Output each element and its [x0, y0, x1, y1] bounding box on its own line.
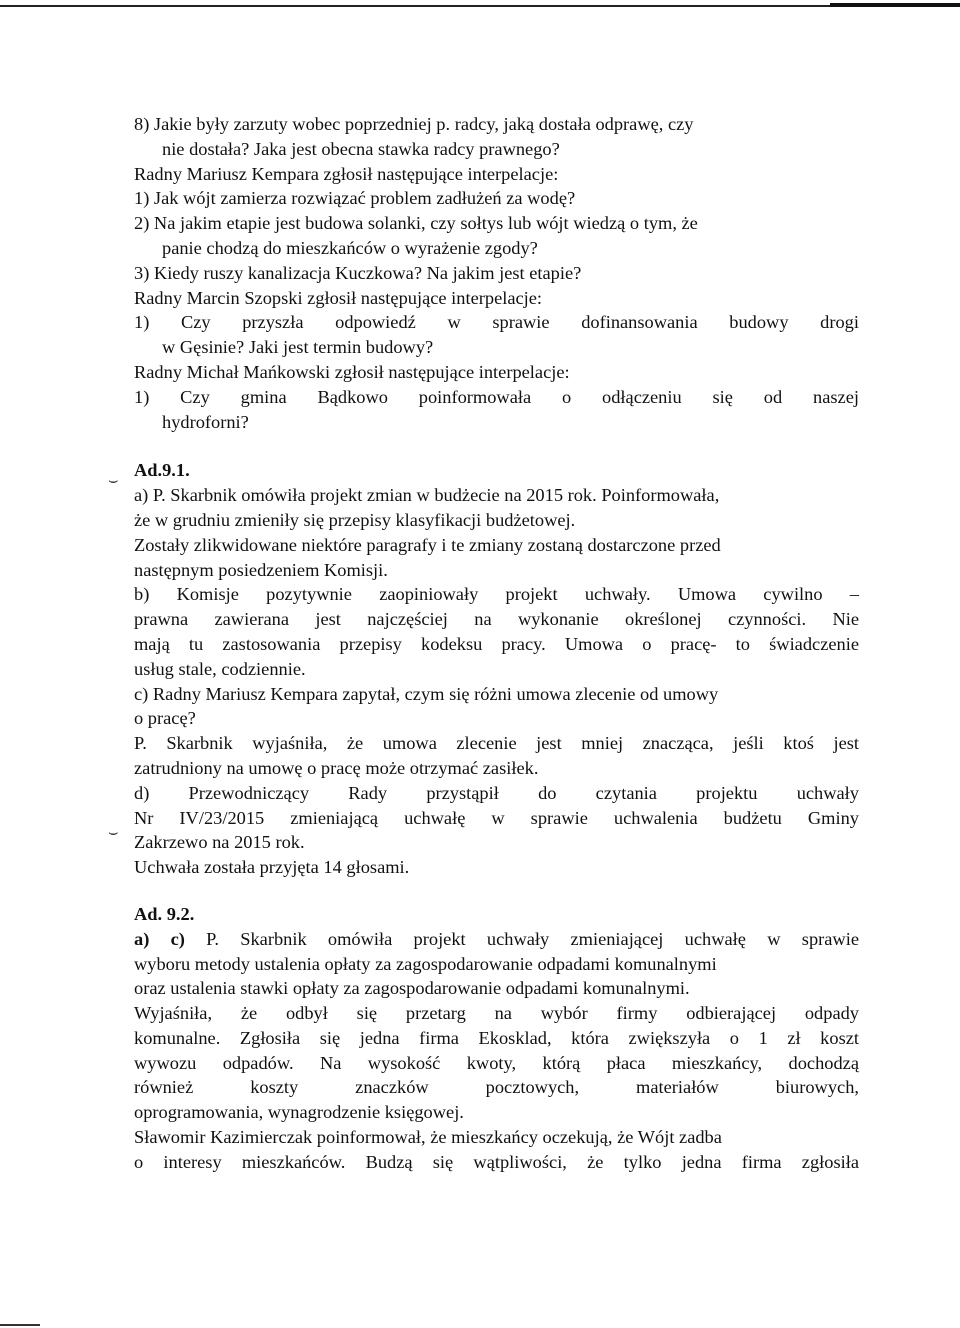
- text-line: oraz ustalenia stawki opłaty za zagospodarowanie odpadami komunalnymi.: [134, 978, 690, 999]
- text-line: d) Przewodniczący Rady przystąpił do czytania projektu uchwały: [134, 782, 859, 803]
- document-page: [134, 112, 859, 1175]
- margin-check-mark: ⌣: [108, 470, 119, 489]
- text-line: w Gęsinie? Jaki jest termin budowy?: [162, 337, 434, 358]
- text-line: prawna zawierana jest najczęściej na wykonanie określonej czynności. Nie: [134, 609, 859, 630]
- text-line: b) Komisje pozytywnie zaopiniowały projekt uchwały. Umowa cywilno –: [134, 584, 859, 605]
- text-line: nie dostała? Jaka jest obecna stawka radcy prawnego?: [162, 138, 560, 159]
- text-line: Radny Michał Mańkowski zgłosił następujące interpelacje:: [134, 361, 570, 382]
- text-line: 1) Jak wójt zamierza rozwiązać problem zadłużeń za wodę?: [134, 188, 576, 209]
- spacer: [134, 434, 859, 458]
- text-line: 3) Kiedy ruszy kanalizacja Kuczkowa? Na jakim jest etapie?: [134, 262, 582, 283]
- text-line: 1) Czy przyszła odpowiedź w sprawie dofinansowania budowy drogi: [134, 312, 859, 333]
- text-line: usług stale, codziennie.: [134, 658, 306, 679]
- margin-check-mark: ⌣: [108, 822, 119, 841]
- text-line: o interesy mieszkańców. Budzą się wątpliwości, że tylko jedna firma zgłosiła: [134, 1151, 859, 1172]
- scan-border-bottom: [0, 1324, 40, 1326]
- text-line: [134, 927, 859, 952]
- text-line: również koszty znaczków pocztowych, materiałów biurowych,: [134, 1077, 859, 1098]
- text-line: panie chodzą do mieszkańców o wyrażenie zgody?: [162, 237, 538, 258]
- text-line: c) Radny Mariusz Kempara zapytał, czym się różni umowa zlecenie od umowy: [134, 683, 719, 704]
- text-line: Wyjaśniła, że odbył się przetarg na wybór firmy odbierającej odpady: [134, 1003, 859, 1024]
- text-line: P. Skarbnik wyjaśniła, że umowa zlecenie jest mniej znacząca, jeśli ktoś jest: [134, 733, 859, 754]
- scan-border-top: [0, 5, 960, 7]
- text-line: 1) Czy gmina Bądkowo poinformowała o odłączeniu się od naszej: [134, 386, 859, 407]
- text-line: następnym posiedzeniem Komisji.: [134, 559, 388, 580]
- text-line: 8) Jakie były zarzuty wobec poprzedniej p. radcy, jaką dostała odprawę, czy: [134, 114, 694, 134]
- text-line: Uchwała została przyjęta 14 głosami.: [134, 857, 410, 878]
- text-line: Zakrzewo na 2015 rok.: [134, 832, 305, 853]
- text-line: hydroforni?: [162, 411, 249, 432]
- text-line: zatrudniony na umowę o pracę może otrzymać zasiłek.: [134, 757, 539, 778]
- section-heading: Ad.9.1.: [134, 460, 190, 481]
- text-line: Nr IV/23/2015 zmieniającą uchwałę w sprawie uchwalenia budżetu Gminy: [134, 807, 859, 828]
- item-label: a) c): [134, 928, 185, 949]
- text-line: o pracę?: [134, 708, 196, 729]
- text-line: mają tu zastosowania przepisy kodeksu pracy. Umowa o pracę- to świadczenie: [134, 633, 859, 654]
- text-line: Radny Mariusz Kempara zgłosił następujące interpelacje:: [134, 163, 559, 184]
- text-line: 2) Na jakim etapie jest budowa solanki, czy sołtys lub wójt wiedzą o tym, że: [134, 213, 698, 234]
- text-line: komunalne. Zgłosiła się jedna firma Ekosklad, która zwiększyła o 1 zł koszt: [134, 1027, 859, 1048]
- section-heading: Ad. 9.2.: [134, 903, 195, 924]
- text-line: a) P. Skarbnik omówiła projekt zmian w budżecie na 2015 rok. Poinformowała,: [134, 485, 720, 506]
- text-line: oprogramowania, wynagrodzenie księgowej.: [134, 1102, 464, 1123]
- item-text: P. Skarbnik omówiła projekt uchwały zmieniającej uchwałę w sprawie: [206, 928, 859, 949]
- spacer: [134, 880, 859, 902]
- text-line: wyboru metody ustalenia opłaty za zagospodarowanie odpadami komunalnymi: [134, 953, 717, 974]
- text-line: Zostały zlikwidowane niektóre paragrafy i te zmiany zostaną dostarczone przed: [134, 534, 721, 555]
- text-line: że w grudniu zmieniły się przepisy klasyfikacji budżetowej.: [134, 509, 576, 530]
- text-line: Sławomir Kazimierczak poinformował, że mieszkańcy oczekują, że Wójt zadba: [134, 1127, 722, 1148]
- text-line: Radny Marcin Szopski zgłosił następujące interpelacje:: [134, 287, 543, 308]
- text-line: wywozu odpadów. Na wysokość kwoty, którą płaca mieszkańcy, dochodzą: [134, 1052, 859, 1073]
